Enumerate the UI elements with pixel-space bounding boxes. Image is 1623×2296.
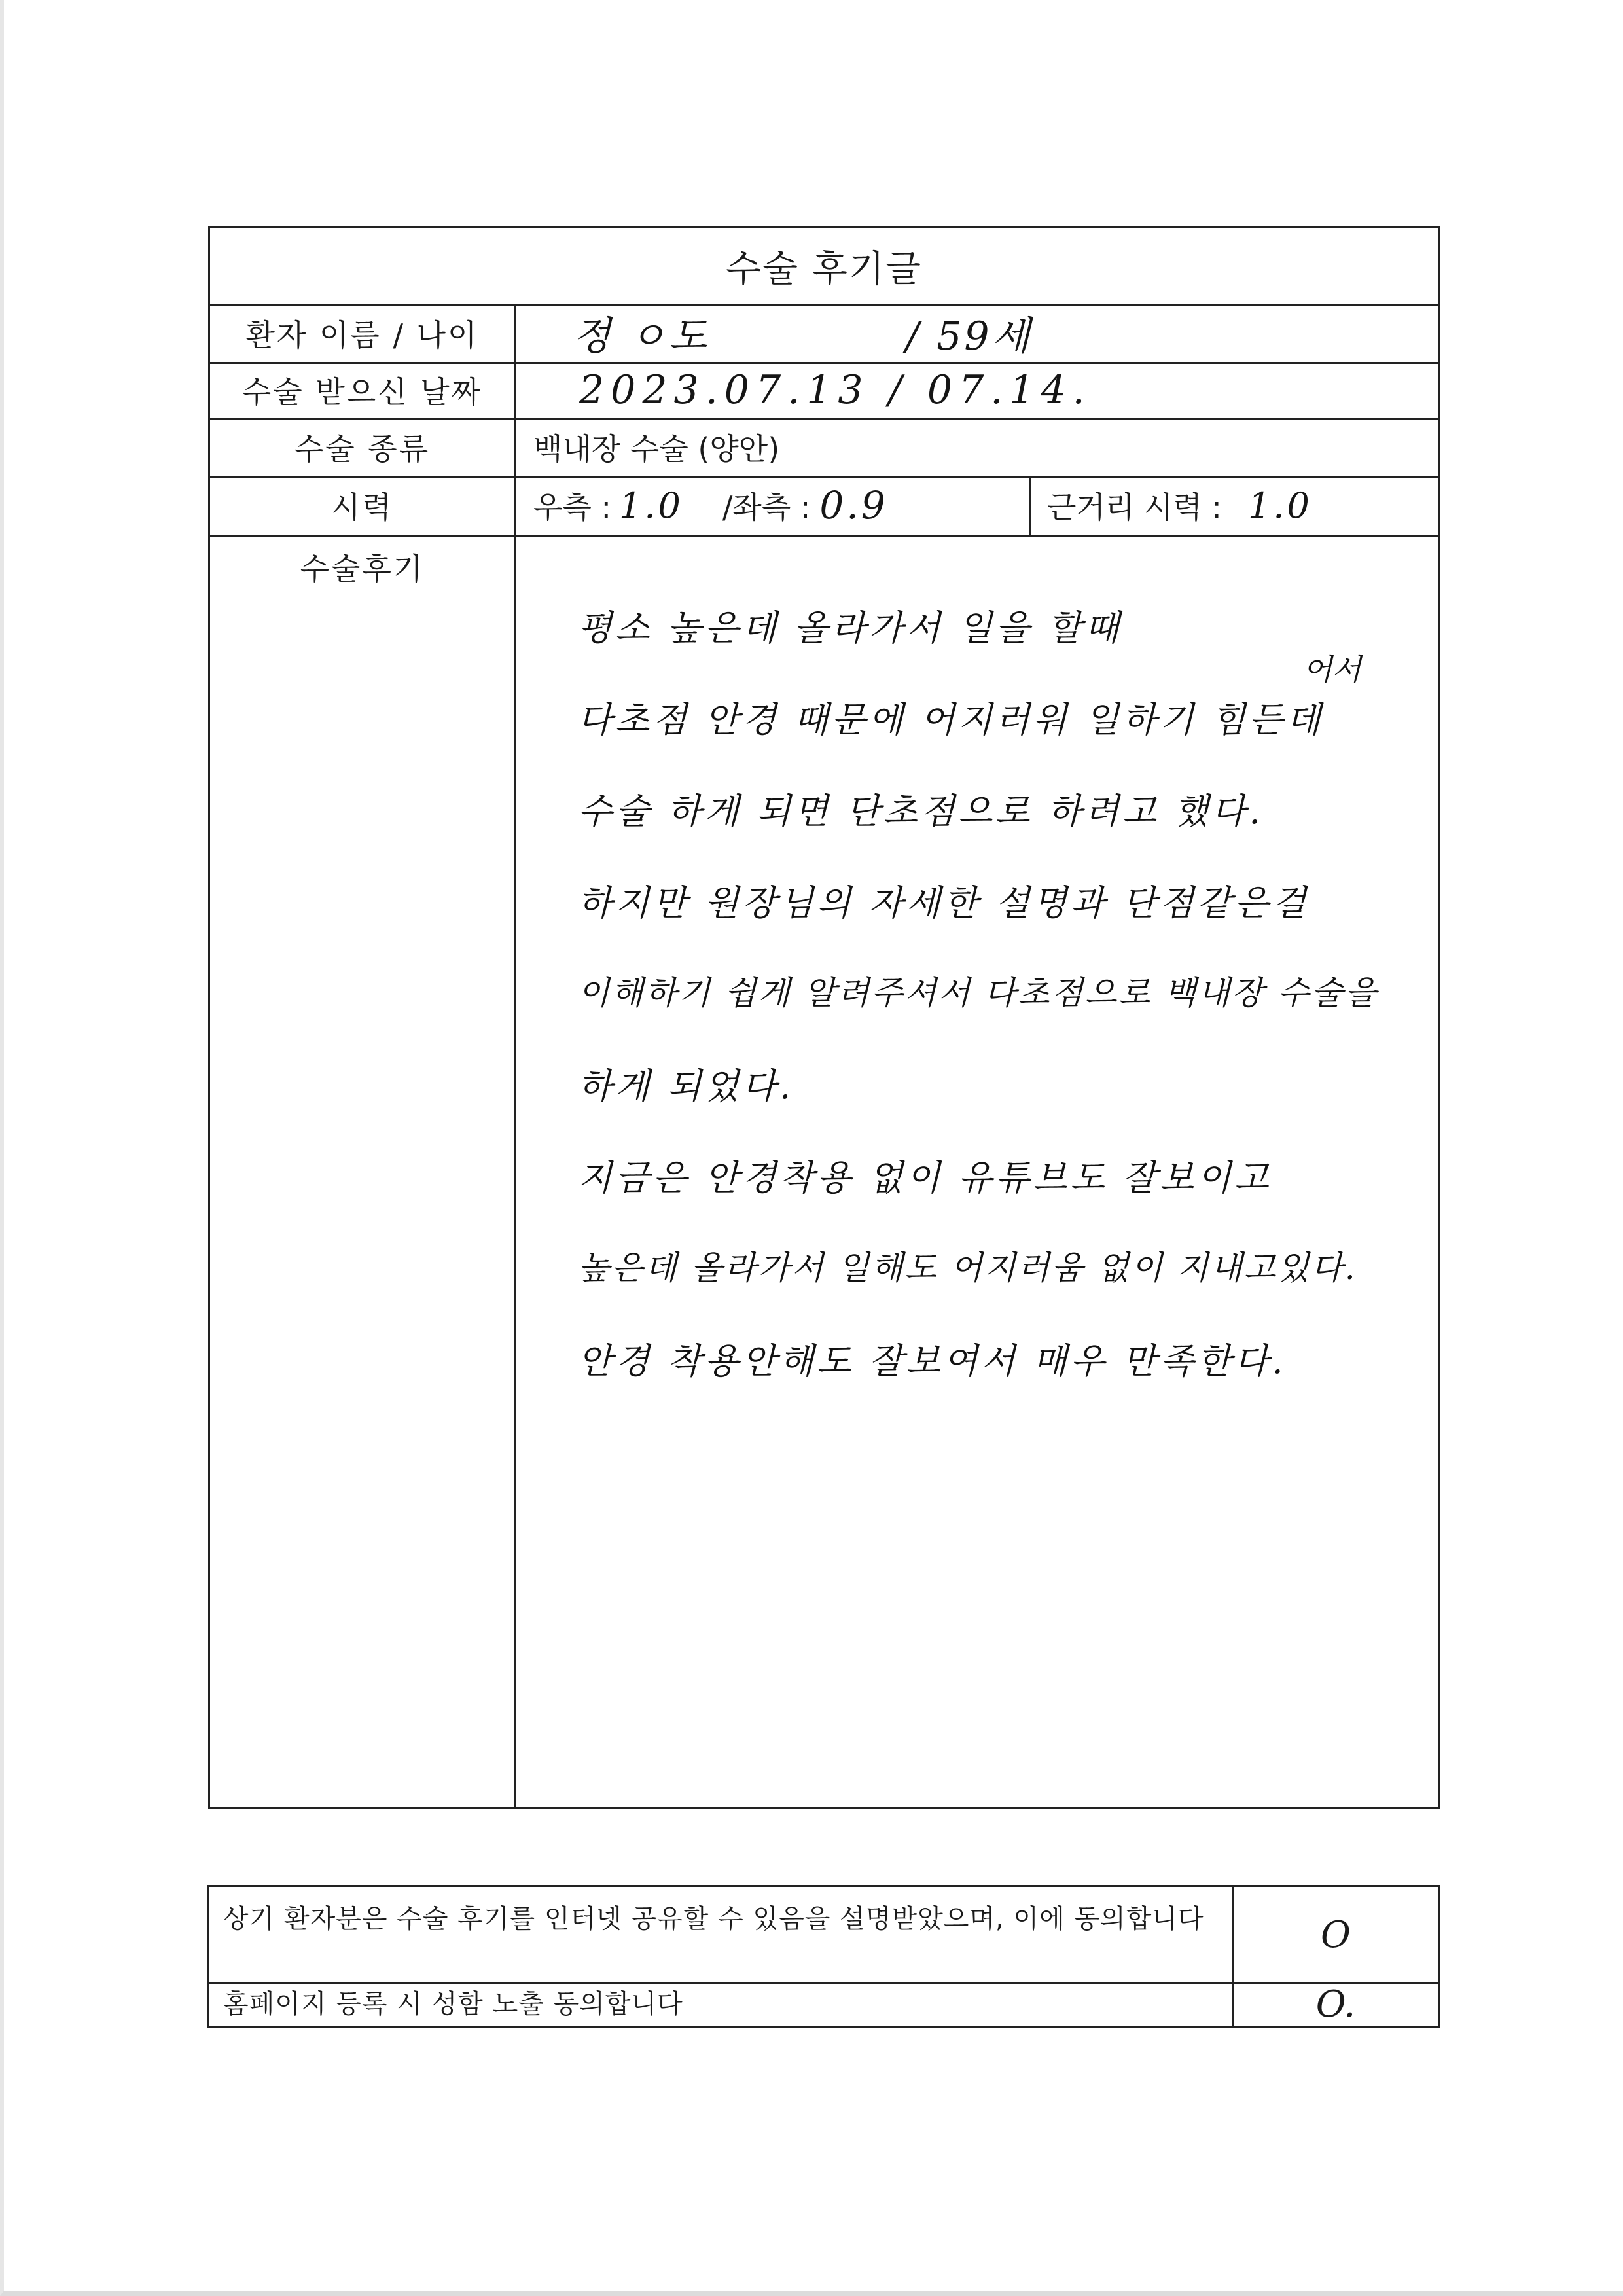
consent-name-mark: O.	[1315, 1982, 1356, 2026]
review-line: 이해하기 쉽게 알려주셔서 다초점으로 백내장 수술을	[578, 974, 1379, 1012]
review-row	[210, 535, 1438, 1807]
surgery-type-label: 수술 종류	[210, 418, 516, 476]
surgery-date-cell	[516, 362, 1438, 418]
patient-age: / 59세	[905, 314, 1033, 359]
consent-share-text: 상기 환자분은 수술 후기를 인터넷 공유할 수 있음을 설명받았으며, 이에 동의합니다	[209, 1887, 1234, 1982]
left-eye-value: 0.9	[819, 483, 888, 528]
consent-row-share	[209, 1887, 1438, 1984]
patient-value	[516, 304, 1438, 362]
right-eye-value: 1.0	[619, 484, 683, 526]
right-eye-label: 우측 :	[533, 490, 611, 525]
review-line: 높은데 올라가서 일해도 어지러움 없이 지내고있다.	[578, 1249, 1357, 1287]
near-vision-label: 근거리 시력 :	[1047, 490, 1222, 525]
patient-label: 환자 이름 / 나이	[210, 304, 516, 362]
review-line: 수술 하게 되면 단초점으로 하려고 했다.	[578, 791, 1264, 832]
surgery-date-value: 2023.07.13 / 07.14.	[579, 367, 1092, 413]
surgery-date-row	[210, 362, 1438, 420]
review-line	[578, 692, 1324, 742]
near-vision-cell	[1029, 476, 1438, 535]
consent-table	[207, 1885, 1440, 2028]
review-line: 안경 착용안해도 잘보여서 매우 만족한다.	[578, 1340, 1287, 1382]
review-label: 수술후기	[210, 535, 516, 1807]
patient-row	[210, 304, 1438, 364]
review-form	[208, 226, 1440, 1809]
review-line: 하게 되었다.	[578, 1066, 794, 1107]
handwritten-correction: 어서	[1303, 652, 1361, 687]
form-title: 수술 후기글	[210, 228, 1438, 306]
surgery-type-cell	[516, 418, 1438, 476]
consent-share-mark: O	[1321, 1913, 1351, 1956]
review-line-text: 다초점 안경 때문에 어지러워 일하기 힘든데	[578, 699, 1324, 740]
surgery-type-row	[210, 418, 1438, 478]
consent-name-text: 홈페이지 등록 시 성함 노출 동의합니다	[209, 1982, 1234, 2026]
surgery-date-label: 수술 받으신 날짜	[210, 362, 516, 418]
review-line: 지금은 안경착용 없이 유튜브도 잘보이고	[578, 1157, 1272, 1198]
review-line: 평소 높은데 올라가서 일을 할때	[578, 607, 1122, 649]
vision-row	[210, 476, 1438, 537]
consent-row-name	[209, 1982, 1438, 2026]
review-line: 하지만 원장님의 자세한 설명과 단점같은걸	[578, 882, 1310, 924]
near-vision-value: 1.0	[1247, 484, 1312, 526]
left-eye-label: /좌측 :	[722, 490, 811, 525]
vision-label: 시력	[210, 476, 516, 535]
surgery-type-value: 백내장 수술 (양안)	[533, 431, 780, 467]
patient-name: 정 ㅇ도	[573, 314, 709, 359]
